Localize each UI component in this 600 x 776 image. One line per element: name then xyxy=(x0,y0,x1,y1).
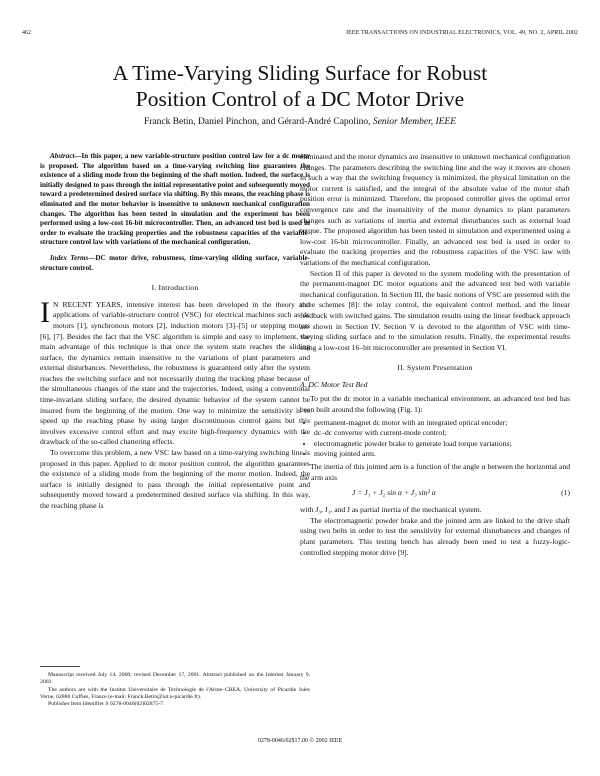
footnote-affiliation: The authors are with the Institut Universitaire de Technologie de l'Aisne–CREA, University of Picardie Jules Verne, 02880 Cuffies, France (e-mail: Franck.Betin@iut.u-picardie.fr). xyxy=(40,686,310,700)
author-membership: Senior Member, IEEE xyxy=(372,117,457,127)
equation-number: (1) xyxy=(561,488,570,498)
index-terms-text: DC motor drive, robustness, time-varying sliding surface, variable-structure control. xyxy=(40,253,310,272)
footnote xyxy=(40,672,310,708)
list-item: • electromagnetic powder brake to generate load torque variations; xyxy=(314,439,570,450)
abstract-label: Abstract— xyxy=(50,152,82,160)
equation-followup: with J₃, J₁, and J as partial inertia of the mechanical system. xyxy=(300,505,482,515)
abstract-text: In this paper, a new variable-structure position control law for a dc motor is proposed. The algorithm based on a time-varying switching line guarantees the existence of a sliding mode from the beginning of the shaft motion. Indeed, the surface is initially designed to pass through the initial representative point and subsequently moved toward a predetermined desired surface via shifting. By this means, the reaching phase is eliminated and the motor behavior is insensitive to unknown mechanical configuration changes. The algorithm has been tested in simulation and the experiment has been performed using a low-cost 16-bit microcontroller. Then, an advanced test bed is used in order to evaluate the tracking properties and the robustness capacities of the variable-structure control law with variations of the mechanical configuration. xyxy=(40,152,310,247)
section-heading-system: II. System Presentation xyxy=(397,363,473,373)
testbed-final-paragraph: The electromagnetic powder brake and the jointed arm are linked to the drive shaft using two belts in order to test the sensitivity for external disturbances and changes of plant parameters. This testing bench has already been used to test a fuzzy-logic-controlled stepping motor drive [9]. xyxy=(300,515,570,557)
inertia-text: The inertia of this jointed arm is a function of the angle α between the horizontal and the arm axis xyxy=(300,462,570,482)
intro-paragraph-1-text: N RECENT YEARS, intensive interest has been developed in the theory and applications of variable-structure control (VSC) for electrical machines such as dc motors [1], synchronous motors [2], induction motors [3]–[5] or stepping motors [6], [7]. Besides the fact that the VSC algorithm is simple and easy to implement, the main advantage of this technique is that once the system state reaches the sliding surface, the dynamics remain insensitive to the variations of plant parameters and external disturbances. Nevertheless, the robustness is guaranteed only after the system reaches the switching surface and not necessarily during the tracking phase because of the simultaneous changes of the state and the trajectories. Indeed, using a conventional time-invariant sliding surface, the desired dynamic behavior of the system cannot be insured from the beginning of the motion. One way to minimize the sensitivity is to speed up the reaching phase by using larger discontinuous control gains but this involves excessive control effort and may excite high-frequency dynamics with the drawback of the so-called chattering effects. xyxy=(40,299,310,447)
index-terms-label: Index Terms— xyxy=(50,253,96,262)
list-item: • moving jointed arm. xyxy=(314,449,570,460)
equation-expression: J = J₁ + J₂ sin α + J₃ sin² α xyxy=(352,488,436,498)
title-line-2: Position Control of a DC Motor Drive xyxy=(135,87,465,111)
footnote-manuscript: Manuscript received July 14, 2000; revised December 17, 2001. Abstract published on the Internet January 9, 2002. xyxy=(40,672,310,686)
drop-cap: I xyxy=(40,295,50,329)
author-line xyxy=(0,117,600,127)
title-line-1: A Time-Varying Sliding Surface for Robust xyxy=(112,61,488,85)
list-item: • permanent-magnet dc motor with an integrated optical encoder; xyxy=(314,418,570,429)
author-names: Franck Betin, Daniel Pinchon, and Gérard-André Capolino, xyxy=(143,117,371,127)
subsection-heading-testbed: A. DC Motor Test Bed xyxy=(300,379,368,389)
testbed-component-list xyxy=(300,418,570,460)
page-number: 462 xyxy=(22,30,31,36)
intro-paragraph-4: Section II of this paper is devoted to the system modeling with the presentation of the permanent-magnet DC motor equations and the advanced test bed with variable mechanical configuration. In Section III, the basic notions of VSC are presented with the three schemes [8]: the relay control, the equivalent control method, and the linear feedback with switched gains. The simulation results using the linear feedback approach are shown in Section IV. Section V is devoted to the algorithm of VSC with time-varying sliding surface and to the simulation results. Finally, the experimental results using a low-cost 16–bit microcontroller are presented in Section VI. xyxy=(300,268,570,352)
left-column xyxy=(40,152,310,512)
running-head: IEEE TRANSACTIONS ON INDUSTRIAL ELECTRONICS, VOL. 49, NO. 2, APRIL 2002 xyxy=(346,30,578,36)
abstract xyxy=(40,152,310,248)
copyright-line: 0278-0046/02$17.00 © 2002 IEEE xyxy=(257,738,343,744)
right-column xyxy=(300,152,570,558)
page-header xyxy=(22,30,578,40)
list-item: • dc–dc converter with current-mode control; xyxy=(314,428,570,439)
intro-paragraph-1 xyxy=(40,295,310,448)
paper-title xyxy=(0,60,600,112)
equation-1 xyxy=(300,487,570,501)
intro-paragraph-3: eliminated and the motor dynamics are insensitive to unknown mechanical configuration changes. The parameters describing the switching line and the way it moves are chosen in such a way that the switching frequency is minimized, the physical limitation on the motor current is satisfied, and the integral of the absolute value of the motor shaft position error is minimized. Therefore, the proposed controller gives the optimal error convergence rate and the insensitivity of the motor dynamics to plant parameters changes such as variations of inertia and external disturbances such as external load torque. The proposed algorithm has been tested in simulation and experimented using a low-cost 16-bit microcontroller. Finally, an advanced test bed is used in order to evaluate the tracking properties and the robustness capacities of the VSC law with variations of the mechanical configuration. xyxy=(300,152,570,267)
index-terms xyxy=(40,254,310,273)
footnote-rule xyxy=(40,666,80,667)
footnote-identifier: Publisher Item Identifier S 0278-0046(02)02875-7. xyxy=(48,701,165,708)
testbed-intro: To put the dc motor in a variable mechanical environment, an advanced test bed has been built around the following (Fig. 1): xyxy=(300,394,570,415)
section-heading-intro: I. Introduction xyxy=(151,283,199,293)
intro-paragraph-2: To overcome this problem, a new VSC law based on a time-varying switching line is proposed in this paper. Applied to dc motor position control, the algorithm guarantees the existence of a sliding mode from the beginning of the motor motion. Indeed, the surface is initially designed to pass through the initial representative point and subsequently moved toward a predetermined desired surface via shifting. In this way, the reaching phase is xyxy=(40,448,310,510)
